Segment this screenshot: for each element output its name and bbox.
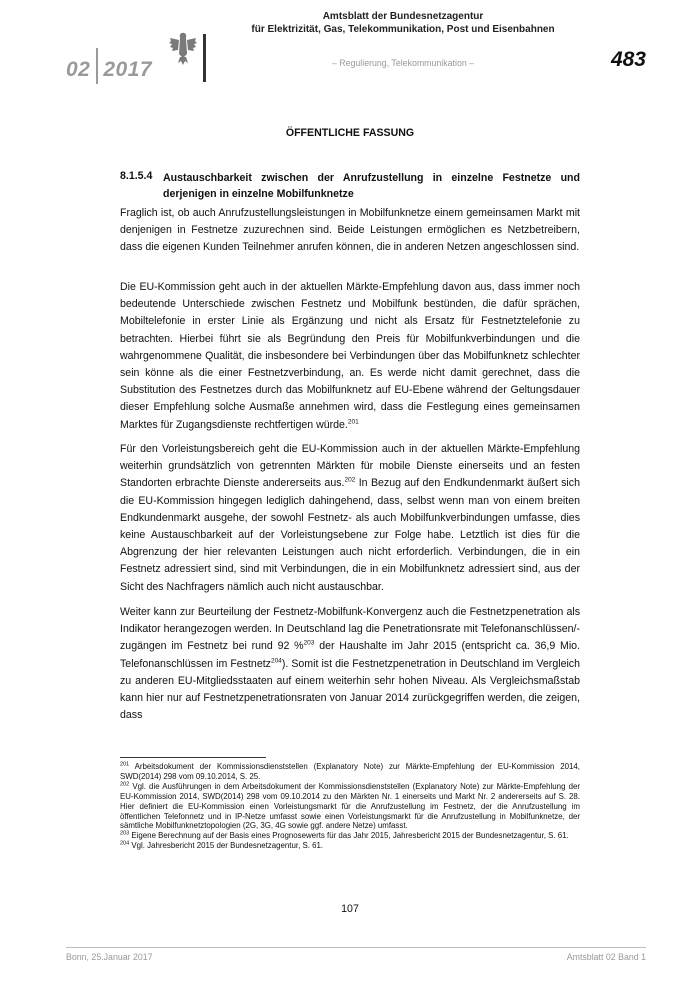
footer-issue: Amtsblatt 02 Band 1 <box>566 952 646 962</box>
footnote-204 <box>120 841 580 851</box>
paragraph-4-text-c: ). Somit ist die Festnetzpenetration in Deutschland im Vergleich zu anderen EU-Mitgliedsstaaten auf einem weiterhin sehr hohen Niveau. Als Vergleichsmaßstab kann hier nur auf Festnetzpenetrationsraten von Januar 2014 zurückgegriffen werden, die zeigen, dass <box>120 657 580 722</box>
footnote-text: Arbeitsdokument der Kommissionsdienststellen (Explanatory Note) zur Märkte-Empfehlung der EU-Kommission 2014, SWD(2014) 298 vom 09.10.2014, S. 25. <box>120 762 580 781</box>
footer-date: Bonn, 25.Januar 2017 <box>66 952 153 962</box>
federal-eagle-icon <box>168 30 198 66</box>
section-title: Austauschbarkeit zwischen der Anrufzustellung in einzelne Festnetze und derjenigen in einzelne Mobilfunknetze <box>163 172 580 200</box>
footnote-ref-201[interactable]: 201 <box>347 418 359 426</box>
footnote-201 <box>120 762 580 782</box>
journal-title-line2: für Elektrizität, Gas, Telekommunikation, Post und Eisenbahnen <box>251 23 555 35</box>
footnote-text: Vgl. Jahresbericht 2015 der Bundesnetzagentur, S. 61. <box>131 841 324 851</box>
paragraph-4 <box>120 604 580 724</box>
paragraph-4-text-b: der Haushalte im Jahr 2015 (entspricht ca. 36,9 Mio. Telefonanschlüssen im Festnetz <box>120 640 581 670</box>
paragraph-2-text: Die EU-Kommission geht auch in der aktuellen Märkte-Empfehlung davon aus, dass immer noch bedeutende Unterschiede zwischen Festnetz und Mobilfunk bestünden, die dafür sprächen, Mobiltelefonie in erster Linie als Ergänzung und nicht als Ersatz für Festnetztelefonie zu betrachten. Hierbei führt sie als Begründung den Preis für Mobilfunkverbindungen und die wahrgenommene Qualität, die insbesondere bei Verbindungen über das Mobilfunknetz schlechter sein könne als die einer Festnetzverbindung, an. Es werde nicht damit gerechnet, dass die Substitution des Festnetzes durch das Mobilfunknetz auf EU-Ebene während der Geltungsdauer dieser Empfehlung solche Ausmaße annehmen wird, dass die Festlegung eines gemeinsamen Marktes für Zugangsdienste rechtfertigen würde. <box>120 281 580 431</box>
footnote-number: 203 <box>120 830 130 837</box>
footnote-number: 202 <box>120 781 130 788</box>
footnote-separator <box>120 757 266 758</box>
journal-title-line1: Amtsblatt der Bundesnetzagentur <box>322 11 484 22</box>
paragraph-3 <box>120 441 580 596</box>
paragraph-4-text-a: Weiter kann zur Beurteilung der Festnetz-Mobilfunk-Konvergenz auch die Festnetzpenetration als Indikator herangezogen werden. In Deutschland lag die Penetrationsrate mit Telefonanschlüssen/-zugängen im Festnetz bei rund 92 % <box>120 606 580 653</box>
footnotes <box>120 762 580 851</box>
document-heading: ÖFFENTLICHE FASSUNG <box>285 127 415 139</box>
document-page-number: 107 <box>341 903 359 915</box>
footnote-text: Vgl. die Ausführungen in dem Arbeitsdokument der Kommissionsdienststellen (Explanatory Note) zur Märkte-Empfehlung der EU-Kommission 2014, SWD(2014) 298 vom 09.10.2014 zu den Märkten Nr. 1 einerseits und Markt Nr. 2 andererseits auf S. 28. Hier definiert die EU-Kommission einen Vorleistungsmarkt für die Anrufzustellung im Festnetz, der die Anrufzustellung im öffentlichen Telefonnetz und in IP-Netze umfasst sowie einen Vorleistungsmarkt für die Anrufzustellung in Mobilfunknetze, der sämtliche Mobilfunknetztopologien (2G, 3G, 4G sowie ggf. andere Netze) umfasst. <box>120 781 580 831</box>
footnote-number: 201 <box>120 761 130 768</box>
footnote-203 <box>120 831 580 841</box>
issue-separator <box>96 48 98 84</box>
footnote-ref-204[interactable]: 204 <box>270 657 282 665</box>
header-divider <box>203 34 206 82</box>
issue-year: 2017 <box>103 58 153 81</box>
footnote-202 <box>120 782 580 832</box>
header-page-number: 483 <box>610 48 646 71</box>
footnote-ref-203[interactable]: 203 <box>303 639 315 647</box>
footnote-text: Eigene Berechnung auf der Basis eines Prognosewerts für das Jahr 2015, Jahresbericht 2015 der Bundesnetzagentur, S. 61. <box>131 831 569 841</box>
paragraph-1: Fraglich ist, ob auch Anrufzustellungsleistungen in Mobilfunknetze einem gemeinsamen Markt mit denjenigen in Festnetze zuzurechnen sind. Beide Leistungen ermöglichen es Netzbetreibern, dass die eigenen Kunden Teilnehmer anrufen können, die in anderen Netzen angeschlossen sind. <box>120 207 580 254</box>
paragraph-2 <box>120 279 580 434</box>
issue-number: 02 <box>66 58 91 81</box>
issue-label <box>66 48 152 84</box>
footnote-number: 204 <box>120 840 130 847</box>
journal-subtitle: – Regulierung, Telekommunikation – <box>331 58 475 68</box>
journal-title <box>228 11 578 36</box>
footer-divider <box>66 947 646 948</box>
paragraph-3-text-a: Für den Vorleistungsbereich geht die EU-Kommission auch in der aktuellen Märkte-Empfehlung weiterhin grundsätzlich von getrennten Märkten für mobile Dienste einerseits und an festen Standorten erbrachte Dienste andererseits aus. <box>120 443 580 490</box>
footnote-ref-202[interactable]: 202 <box>344 476 356 484</box>
paragraph-3-text-b: In Bezug auf den Endkundenmarkt äußert sich die EU-Kommission hingegen lediglich dahingehend, dass, selbst wenn man von einem breiten Endkundenmarkt ausgehe, der sowohl Festnetz- als auch Mobilfunkverbindungen umfasse, dies keine Austauschbarkeit auf der Vorleistungsebene zur Folge habe. Letztlich ist dies für die Abgrenzung der hier relevanten Leistungen auch nicht erforderlich. Verbindungen, die in ein Festnetz adressiert sind, sind mit Verbindungen, die in ein Mobilfunknetz adressiert sind, aus der Sicht des Nachfragers nämlich auch nicht austauschbar. <box>120 477 580 593</box>
section-number: 8.1.5.4 <box>120 170 153 182</box>
